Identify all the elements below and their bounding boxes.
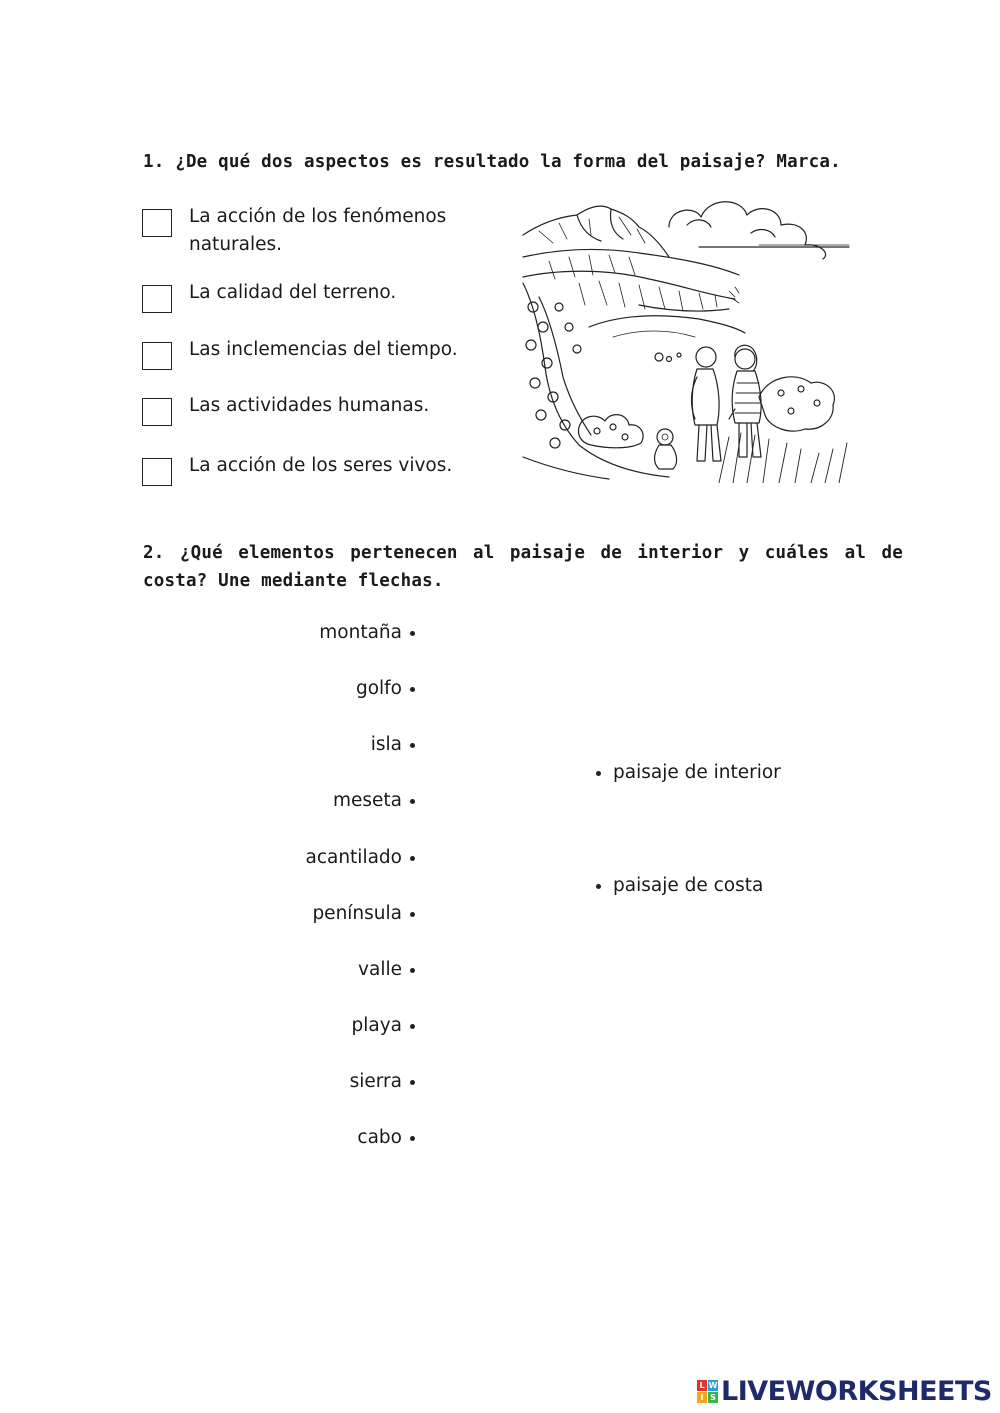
term-playa[interactable]: playa xyxy=(351,1012,415,1040)
checkbox-option-3[interactable] xyxy=(142,342,172,370)
target-paisaje-costa[interactable]: paisaje de costa xyxy=(596,872,763,900)
option-1-label: La acción de los fenómenos naturales. xyxy=(189,206,447,255)
option-3 xyxy=(142,339,479,370)
term-peninsula[interactable]: península xyxy=(312,900,415,928)
connector-dot[interactable] xyxy=(410,799,415,804)
checkbox-option-1[interactable] xyxy=(142,209,172,237)
landscape-illustration xyxy=(519,187,853,483)
term-isla[interactable]: isla xyxy=(371,731,415,759)
option-3-label: Las inclemencias del tiempo. xyxy=(189,339,458,360)
option-4-label: Las actividades humanas. xyxy=(189,395,430,416)
term-valle[interactable]: valle xyxy=(358,956,415,984)
connector-dot[interactable] xyxy=(596,884,601,889)
logo-mark: L W I S xyxy=(697,1380,718,1403)
option-2 xyxy=(142,282,479,313)
liveworksheets-logo xyxy=(697,1376,992,1407)
connector-dot[interactable] xyxy=(410,743,415,748)
checkbox-option-4[interactable] xyxy=(142,398,172,426)
option-1 xyxy=(142,206,479,259)
option-4 xyxy=(142,395,479,426)
logo-text: LIVEWORKSHEETS xyxy=(721,1376,992,1407)
option-5 xyxy=(142,455,479,486)
connector-dot[interactable] xyxy=(410,687,415,692)
term-golfo[interactable]: golfo xyxy=(356,675,415,703)
checkbox-option-2[interactable] xyxy=(142,285,172,313)
question-1-title: 1. ¿De qué dos aspectos es resultado la forma del paisaje? Marca. xyxy=(143,152,841,172)
term-cabo[interactable]: cabo xyxy=(357,1124,415,1152)
connector-dot[interactable] xyxy=(410,856,415,861)
option-2-label: La calidad del terreno. xyxy=(189,282,397,303)
question-2-title: 2. ¿Qué elementos pertenecen al paisaje de interior y cuáles al de costa? Une mediante flechas. xyxy=(143,543,903,591)
connector-dot[interactable] xyxy=(410,1080,415,1085)
connector-dot[interactable] xyxy=(410,912,415,917)
connector-dot[interactable] xyxy=(596,771,601,776)
connector-dot[interactable] xyxy=(410,968,415,973)
term-acantilado[interactable]: acantilado xyxy=(305,844,415,872)
term-montana[interactable]: montaña xyxy=(319,619,415,647)
term-sierra[interactable]: sierra xyxy=(350,1068,415,1096)
target-paisaje-interior[interactable]: paisaje de interior xyxy=(596,759,781,787)
connector-dot[interactable] xyxy=(410,631,415,636)
term-meseta[interactable]: meseta xyxy=(333,787,415,815)
option-5-label: La acción de los seres vivos. xyxy=(189,455,453,476)
checkbox-option-5[interactable] xyxy=(142,458,172,486)
connector-dot[interactable] xyxy=(410,1136,415,1141)
connector-dot[interactable] xyxy=(410,1024,415,1029)
